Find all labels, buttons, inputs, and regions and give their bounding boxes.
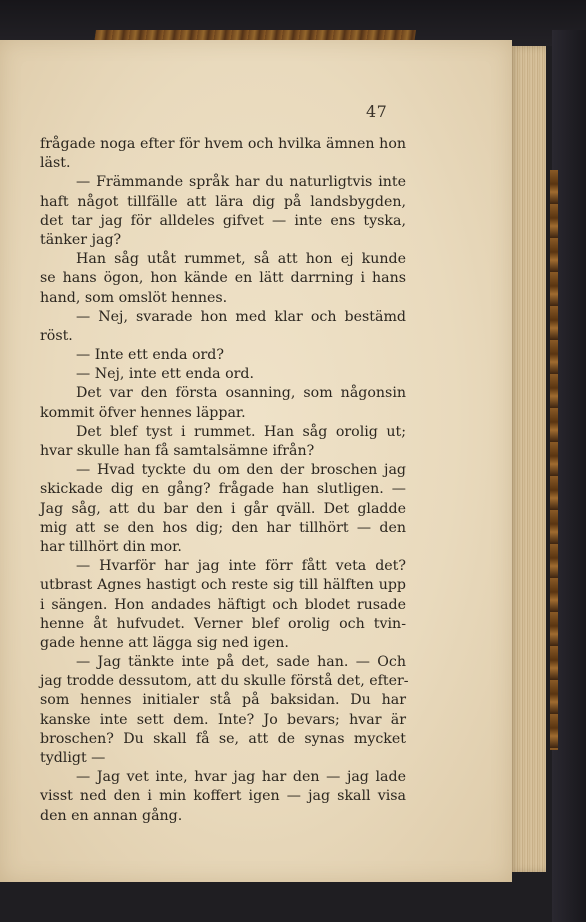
text-line: utbrast Agnes hastigt och reste sig till hälften upp	[40, 577, 406, 594]
text-line: det tar jag för alldeles gifvet — inte ens tyska,	[40, 212, 406, 229]
text-line: gade henne att lägga sig ned igen.	[40, 634, 289, 651]
text-line: — Hvarför har jag inte förr fått veta det?	[76, 558, 406, 575]
text-line: tänker jag?	[40, 231, 122, 248]
text-line: hand, som omslöt hennes.	[40, 289, 228, 306]
text-line: — Hvad tyckte du om den der broschen jag	[76, 462, 406, 479]
text-line: i sängen. Hon andades häftigt och blodet rusade	[40, 596, 406, 613]
text-line: — Nej, svarade hon med klar och bestämd	[76, 308, 406, 325]
text-line: henne åt hufvudet. Verner blef orolig och tvin-	[40, 615, 406, 632]
page-number: 47	[366, 102, 388, 121]
text-line: — Främmande språk har du naturligtvis inte	[76, 174, 406, 191]
text-line: Jag såg, att du bar den i går qväll. Det gladde	[40, 500, 406, 517]
text-line: läst.	[40, 155, 71, 172]
text-line: haft något tillfälle att lära dig på landsbygden,	[40, 193, 406, 210]
text-line: tydligt —	[40, 750, 106, 766]
text-line: Det var den första osanning, som någonsin	[76, 385, 406, 402]
page-edges	[508, 46, 546, 872]
text-line: visst ned den i min koffert igen — jag skall visa	[40, 788, 406, 805]
text-line: har tillhört din mor.	[40, 538, 182, 555]
text-line: som hennes initialer stå på baksidan. Du har	[40, 692, 406, 709]
text-line: hvar skulle han få samtalsämne ifrån?	[40, 443, 315, 459]
text-line: kanske inte sett dem. Inte? Jo bevars; hvar är	[40, 711, 406, 728]
text-line: frågade noga efter för hvem och hvilka ämnen hon	[40, 136, 406, 152]
page-text	[40, 135, 409, 826]
text-line: — Inte ett enda ord?	[76, 347, 224, 364]
text-line: Han såg utåt rummet, så att hon ej kunde	[76, 251, 406, 268]
text-line: broschen? Du skall få se, att de synas mycket	[40, 730, 406, 747]
text-line: kommit öfver hennes läppar.	[40, 404, 246, 421]
text-line: den en annan gång.	[40, 807, 183, 824]
text-line: mig att se den hos dig; den har tillhört — den	[40, 519, 406, 536]
text-line: skickade dig en gång? frågade han slutligen. —	[40, 481, 406, 498]
text-line: röst.	[40, 327, 73, 344]
text-line: — Jag vet inte, hvar jag har den — jag lade	[76, 769, 406, 786]
text-line: — Jag tänkte inte på det, sade han. — Och	[76, 654, 406, 671]
text-line: se hans ögon, hon kände en lätt darrning i hans	[40, 270, 406, 287]
text-line: — Nej, inte ett enda ord.	[76, 366, 255, 383]
book-cover-band	[550, 170, 558, 750]
text-line: Det blef tyst i rummet. Han såg orolig ut;	[76, 423, 406, 440]
text-line: jag trodde dessutom, att du skulle förstå det, efter-	[40, 673, 409, 690]
